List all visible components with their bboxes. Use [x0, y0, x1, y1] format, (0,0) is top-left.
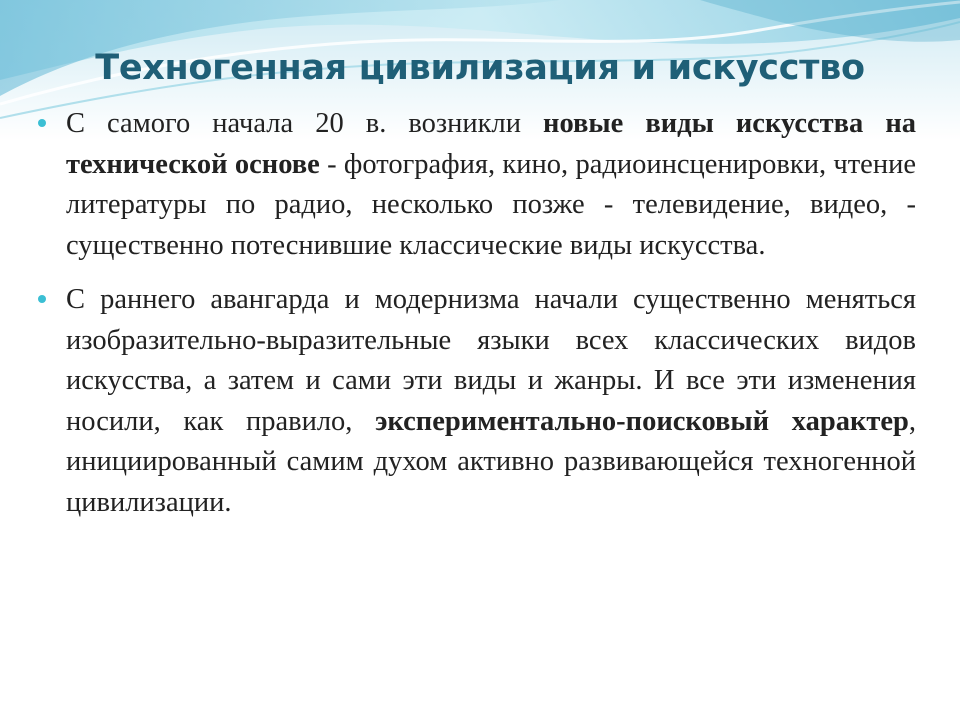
bullet-2-segment-3: , инициированный самим духом активно развивающейся техногенной цивилизации.	[66, 405, 916, 518]
bullet-dot-icon	[38, 295, 46, 303]
bullet-text-1	[66, 104, 916, 266]
bullet-dot-icon	[38, 119, 46, 127]
bullet-1-bold-phrase: новые виды искусства на технической основе	[66, 108, 916, 180]
slide-title: Техногенная цивилизация и искусство	[95, 48, 865, 88]
bullet-2-segment-1: С раннего авангарда и модернизма начали существенно меняться изобразительно-выразительные языки всех классических видов искусства, а затем и сами эти виды и жанры. И все эти изменения носили, как правило,	[66, 284, 916, 437]
bullet-1-segment-3: - фотография, кино, радиоинсценировки, чтение литературы по радио, несколько позже - телевидение, видео, - существенно потеснившие классические виды искусства.	[66, 148, 916, 261]
bullet-list	[38, 104, 916, 537]
bullet-2-bold-phrase: экспериментально-поисковый характер	[375, 405, 909, 437]
bullet-item-2	[38, 280, 916, 523]
bullet-1-segment-1: С самого начала 20 в. возникли	[66, 108, 544, 139]
bullet-text-2	[66, 280, 916, 523]
bullet-item-1	[38, 104, 916, 266]
